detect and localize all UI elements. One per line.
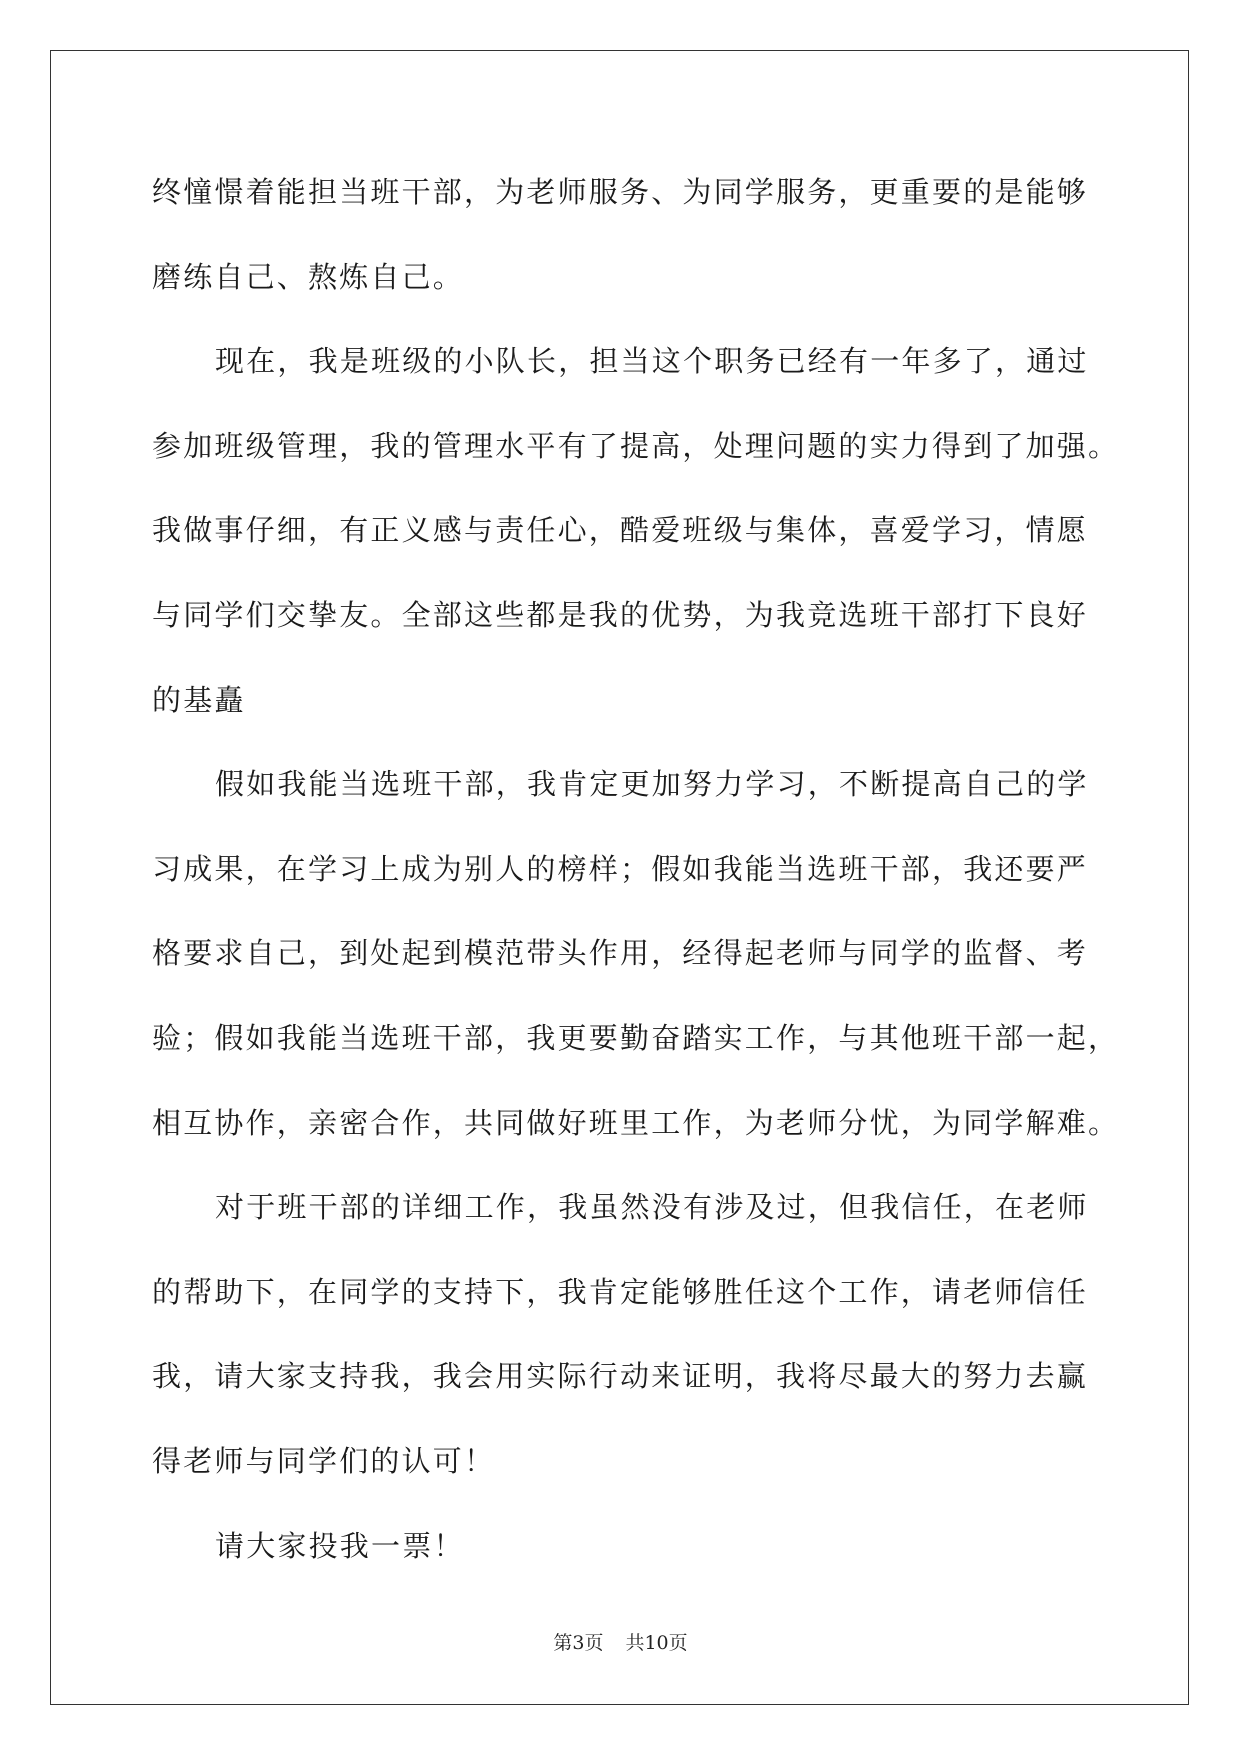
text-line: 终憧憬着能担当班干部，为老师服务、为同学服务，更重要的是能够 bbox=[152, 175, 1089, 209]
text-line: 磨练自己、熬炼自己。 bbox=[152, 259, 465, 294]
text-line: 参加班级管理，我的管理水平有了提高，处理问题的实力得到了加强。 bbox=[152, 428, 1120, 463]
text-line: 验；假如我能当选班干部，我更要勤奋踏实工作，与其他班干部一起， bbox=[152, 1020, 1120, 1055]
text-line: 格要求自己，到处起到模范带头作用，经得起老师与同学的监督、考 bbox=[152, 936, 1089, 971]
paragraph-start-line: 现在，我是班级的小队长，担当这个职务已经有一年多了，通过 bbox=[215, 344, 1089, 379]
text-line: 我，请大家支持我，我会用实际行动来证明，我将尽最大的努力去赢 bbox=[152, 1359, 1089, 1394]
page-footer bbox=[0, 1628, 1241, 1655]
paragraph-start-line: 请大家投我一票！ bbox=[215, 1528, 465, 1563]
text-line: 的帮助下，在同学的支持下，我肯定能够胜任这个工作，请老师信任 bbox=[152, 1274, 1089, 1309]
text-line: 的基矗 bbox=[152, 682, 246, 717]
document-body bbox=[152, 150, 1120, 1588]
text-line: 习成果，在学习上成为别人的榜样；假如我能当选班干部，我还要严 bbox=[152, 851, 1089, 886]
text-line: 相互协作，亲密合作，共同做好班里工作，为老师分忧，为同学解难。 bbox=[152, 1105, 1120, 1140]
text-line: 与同学们交挚友。全部这些都是我的优势，为我竞选班干部打下良好 bbox=[152, 597, 1089, 632]
text-line: 得老师与同学们的认可！ bbox=[152, 1443, 496, 1478]
paragraph-start-line: 对于班干部的详细工作，我虽然没有涉及过，但我信任，在老师 bbox=[215, 1190, 1089, 1225]
paragraph-start-line: 假如我能当选班干部，我肯定更加努力学习，不断提高自己的学 bbox=[215, 767, 1089, 802]
page-total: 共10页 bbox=[625, 1632, 688, 1654]
text-line: 我做事仔细，有正义感与责任心，酷爱班级与集体，喜爱学习，情愿 bbox=[152, 513, 1089, 548]
page-number: 第3页 bbox=[553, 1632, 604, 1654]
